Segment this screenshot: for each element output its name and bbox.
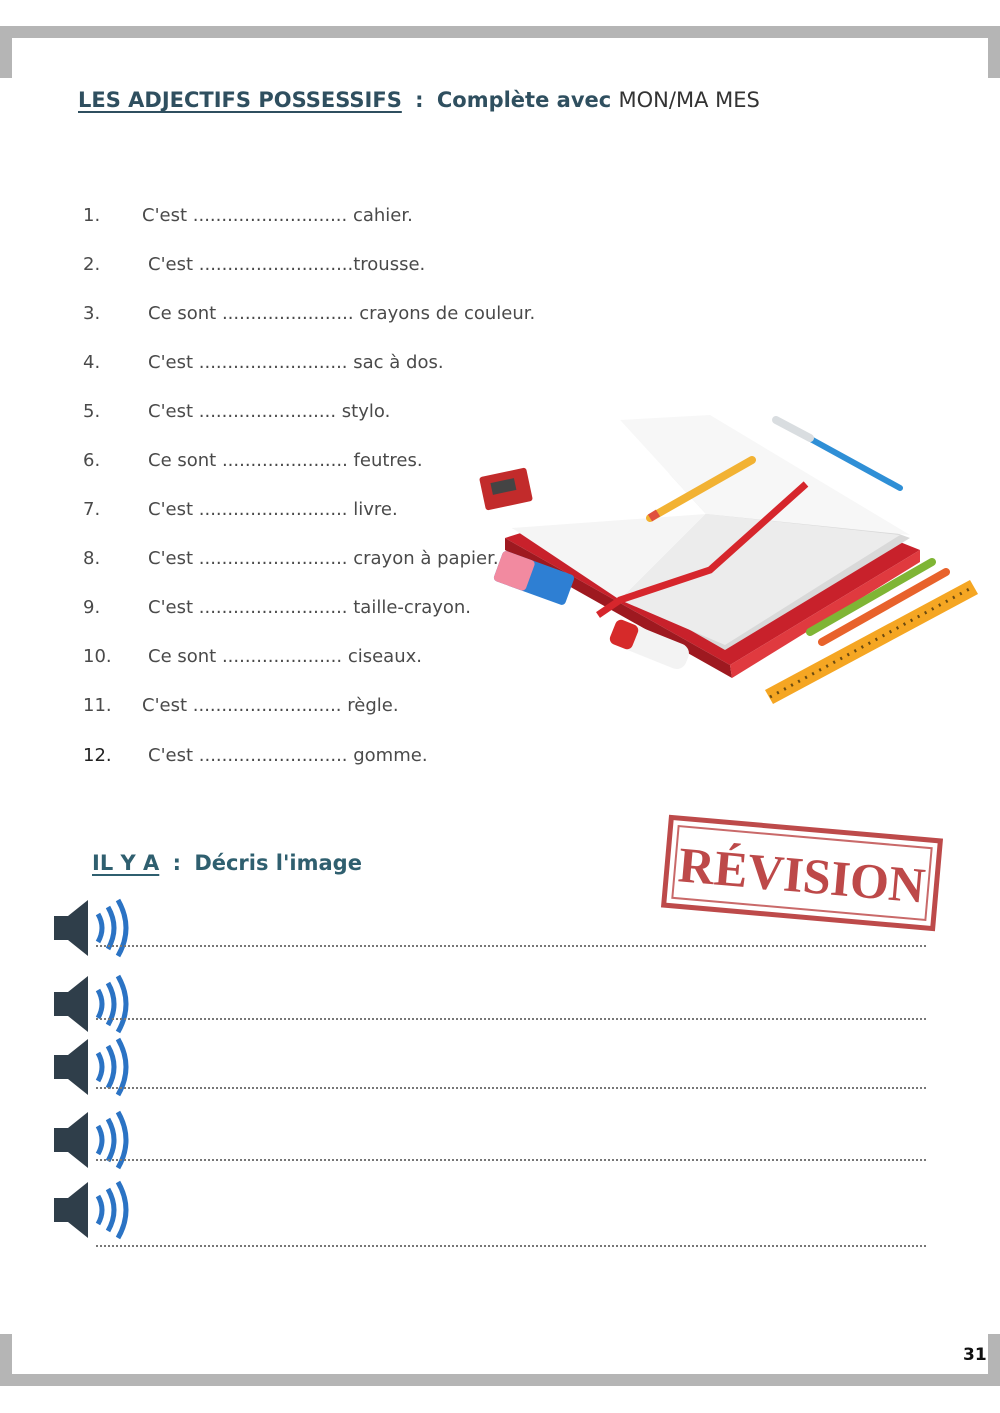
- page-border-corner: [0, 26, 12, 78]
- title-underlined: LES ADJECTIFS POSSESSIFS: [78, 88, 402, 112]
- title-underlined: IL Y A: [92, 851, 160, 875]
- revision-stamp: [660, 814, 943, 932]
- title-options: MON/MA MES: [618, 88, 760, 112]
- answer-line[interactable]: [96, 1159, 926, 1161]
- page-border-top: [0, 26, 1000, 38]
- audio-speaker-icon[interactable]: [52, 1180, 138, 1240]
- page-border-corner: [988, 1334, 1000, 1386]
- title-instruction: Décris l'image: [194, 851, 362, 875]
- page-border-corner: [0, 1334, 12, 1386]
- page-number: 31: [963, 1345, 987, 1365]
- answer-line[interactable]: [96, 1245, 926, 1247]
- audio-speaker-icon[interactable]: [52, 1110, 138, 1170]
- section-title-possessifs: LES ADJECTIFS POSSESSIFS : Complète avec MON/MA MES: [78, 88, 760, 112]
- audio-speaker-icon[interactable]: [52, 974, 138, 1034]
- section-title-il-y-a: IL Y A : Décris l'image: [92, 851, 362, 875]
- answer-line[interactable]: [96, 1018, 926, 1020]
- title-instruction: Complète avec: [436, 88, 612, 112]
- audio-speaker-icon[interactable]: [52, 898, 138, 958]
- answer-line[interactable]: [96, 1087, 926, 1089]
- page-border-corner: [988, 26, 1000, 78]
- page-border-bottom: [0, 1374, 1000, 1386]
- school-supplies-illustration: [470, 410, 990, 720]
- svg-text:RÉVISION: RÉVISION: [676, 836, 928, 914]
- answer-line[interactable]: [96, 945, 926, 947]
